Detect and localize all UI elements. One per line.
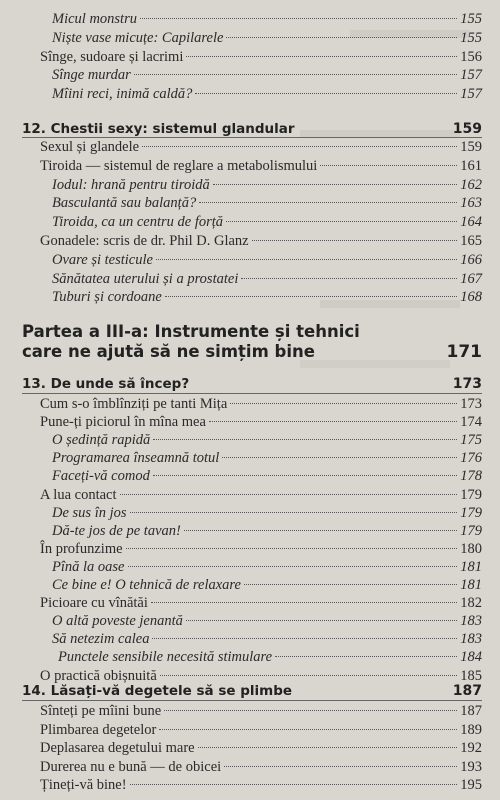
toc-entry-title: A lua contact	[40, 486, 117, 503]
toc-entry-page: 157	[460, 86, 482, 103]
toc-entry-page: 166	[460, 251, 482, 268]
dot-leader	[134, 74, 457, 75]
toc-entry-page: 183	[460, 613, 482, 630]
chapter-13-page: 173	[452, 376, 482, 392]
toc-entry[interactable]	[52, 288, 482, 306]
chapter-12-heading[interactable]	[22, 121, 482, 137]
toc-entry-page: 173	[460, 396, 482, 412]
toc-entry[interactable]	[52, 194, 482, 212]
toc-entry-page: 181	[460, 558, 482, 575]
dot-leader	[128, 566, 458, 567]
toc-entry-title: Sexul și glandele	[40, 139, 140, 155]
toc-entry-title: Pînă la oase	[52, 558, 125, 575]
toc-entry-page: 183	[460, 631, 482, 648]
toc-entry-title: Picioare cu vînătăi	[40, 595, 148, 612]
toc-entry-page: 175	[460, 432, 482, 449]
toc-entry[interactable]	[40, 721, 482, 739]
chapter-14-title: 14. Lăsați-vă degetele să se plimbe	[22, 683, 293, 699]
toc-entry[interactable]	[40, 486, 482, 504]
toc-entry[interactable]	[40, 48, 482, 66]
dot-leader	[156, 259, 457, 260]
dot-leader	[226, 221, 457, 222]
dot-leader	[184, 530, 457, 531]
chapter-13-rule	[22, 393, 482, 394]
toc-entry-title: O ședință rapidă	[52, 432, 151, 449]
toc-entry-title: Ce bine e! O tehnică de relaxare	[52, 577, 241, 593]
toc-entry-page: 155	[460, 11, 482, 27]
toc-entry[interactable]	[40, 739, 482, 757]
toc-entry-title: O altă poveste jenantă	[52, 613, 183, 630]
toc-entry-title: Gonadele: scris de dr. Phil D. Glanz	[40, 233, 249, 249]
toc-entry-page: 189	[460, 721, 482, 738]
toc-entry-title: Tiroida — sistemul de reglare a metabolismului	[40, 157, 318, 174]
toc-entry[interactable]	[52, 612, 482, 630]
toc-entry-page: 179	[460, 522, 482, 539]
toc-entry[interactable]	[52, 213, 482, 231]
dot-leader	[275, 656, 457, 657]
toc-entry[interactable]	[52, 29, 482, 47]
dot-leader	[244, 584, 457, 585]
toc-entry[interactable]	[40, 413, 482, 431]
dot-leader	[160, 675, 457, 676]
toc-entry-title: Cum s-o îmblînziți pe tanti Mița	[40, 396, 228, 412]
toc-entry[interactable]	[52, 504, 482, 522]
dot-leader	[209, 421, 457, 422]
toc-entry[interactable]	[40, 776, 482, 794]
toc-entry-page: 181	[460, 577, 482, 593]
toc-entry[interactable]	[52, 66, 482, 84]
toc-entry-page: 165	[460, 233, 482, 249]
dot-leader	[186, 56, 457, 57]
toc-entry-title: Sînteți pe mîini bune	[40, 703, 162, 719]
part-3-heading[interactable]	[22, 322, 482, 362]
toc-entry[interactable]	[40, 138, 482, 156]
dot-leader	[151, 602, 457, 603]
dot-leader	[222, 457, 457, 458]
chapter-13-heading[interactable]	[22, 376, 482, 392]
toc-entry-page: 159	[460, 139, 482, 155]
dot-leader	[152, 638, 457, 639]
toc-entry-page: 179	[460, 504, 482, 521]
toc-entry-title: Țineți-vă bine!	[40, 777, 127, 793]
toc-entry[interactable]	[52, 85, 482, 103]
toc-entry[interactable]	[52, 558, 482, 576]
dot-leader	[120, 494, 458, 495]
toc-entry-page: 161	[460, 157, 482, 174]
chapter-13-title: 13. De unde să încep?	[22, 376, 190, 392]
toc-entry[interactable]	[40, 667, 482, 685]
dot-leader	[159, 729, 457, 730]
part-3-title-line1: Partea a III-a: Instrumente și tehnici	[22, 322, 360, 341]
dot-leader	[130, 512, 458, 513]
toc-entry-title: Tiroida, ca un centru de forță	[52, 214, 224, 231]
toc-entry[interactable]	[52, 176, 482, 194]
toc-entry-title: Micul monstru	[52, 11, 137, 27]
toc-entry-page: 193	[460, 758, 482, 775]
toc-entry[interactable]	[40, 540, 482, 558]
toc-entry[interactable]	[52, 10, 482, 28]
toc-entry[interactable]	[40, 702, 482, 720]
toc-entry-title: Mîini reci, inimă caldă?	[52, 86, 193, 103]
dot-leader	[126, 548, 458, 549]
toc-entry[interactable]	[52, 467, 482, 485]
dot-leader	[241, 278, 457, 279]
toc-entry[interactable]	[52, 630, 482, 648]
toc-entry-page: 195	[460, 777, 482, 793]
toc-entry-page: 178	[460, 468, 482, 485]
toc-entry-page: 174	[460, 414, 482, 431]
toc-entry-title: Dă-te jos de pe tavan!	[52, 522, 181, 539]
dot-leader	[186, 620, 457, 621]
chapter-14-rule	[22, 700, 482, 701]
toc-entry[interactable]	[40, 232, 482, 250]
chapter-14-page: 187	[452, 683, 482, 699]
toc-entry-title: Durerea nu e bună — de obicei	[40, 758, 222, 775]
toc-entry[interactable]	[40, 157, 482, 175]
toc-entry-title: Sînge murdar	[52, 67, 131, 84]
toc-entry-title: Programarea înseamnă totul	[52, 450, 220, 467]
dot-leader	[320, 165, 457, 166]
toc-entry-page: 156	[460, 48, 482, 65]
toc-entry-title: Niște vase micuțe: Capilarele	[52, 29, 224, 46]
toc-entry-page: 185	[460, 667, 482, 684]
chapter-12-title: 12. Chestii sexy: sistemul glandular	[22, 121, 295, 137]
dot-leader	[142, 146, 457, 147]
dot-leader	[130, 784, 458, 785]
dot-leader	[153, 475, 457, 476]
dot-leader	[153, 439, 457, 440]
toc-entry-title: Sănătatea uterului și a prostatei	[52, 270, 239, 287]
toc-entry[interactable]	[52, 270, 482, 288]
dot-leader	[165, 296, 457, 297]
toc-entry-title: Pune-ți piciorul în mîna mea	[40, 414, 206, 431]
toc-entry[interactable]	[52, 251, 482, 269]
chapter-12-page: 159	[452, 121, 482, 137]
dot-leader	[252, 240, 458, 241]
dot-leader	[224, 766, 457, 767]
dot-leader	[140, 18, 457, 19]
toc-entry-page: 167	[460, 270, 482, 287]
toc-entry-page: 179	[460, 486, 482, 503]
toc-entry-title: Iodul: hrană pentru tiroidă	[52, 176, 210, 193]
dot-leader	[226, 37, 457, 38]
dot-leader	[199, 202, 457, 203]
toc-entry[interactable]	[40, 395, 482, 413]
toc-entry[interactable]	[58, 648, 482, 666]
toc-entry-title: Deplasarea degetului mare	[40, 740, 195, 756]
toc-entry[interactable]	[52, 431, 482, 449]
toc-entry-page: 182	[460, 595, 482, 612]
toc-entry-page: 192	[460, 740, 482, 756]
part-3-page: 171	[446, 342, 482, 362]
toc-entry-title: Punctele sensibile necesită stimulare	[58, 649, 273, 666]
toc-entry-page: 155	[460, 29, 482, 46]
toc-entry-title: Plimbarea degetelor	[40, 721, 157, 738]
toc-entry[interactable]	[52, 576, 482, 594]
toc-entry-title: În profunzime	[40, 540, 123, 557]
toc-entry-page: 187	[460, 703, 482, 719]
dot-leader	[230, 403, 457, 404]
toc-entry[interactable]	[40, 594, 482, 612]
toc-entry[interactable]	[40, 758, 482, 776]
toc-entry-page: 157	[460, 67, 482, 84]
toc-entry-page: 163	[460, 195, 482, 212]
toc-entry-title: Să netezim calea	[52, 631, 150, 648]
toc-entry-title: O practică obișnuită	[40, 667, 157, 684]
toc-entry-title: Sînge, sudoare și lacrimi	[40, 48, 184, 65]
toc-entry-page: 168	[460, 289, 482, 306]
toc-entry-page: 164	[460, 214, 482, 231]
toc-entry-title: Faceți-vă comod	[52, 468, 150, 485]
toc-entry[interactable]	[52, 522, 482, 540]
toc-entry-title: Basculantă sau balanță?	[52, 195, 197, 212]
toc-entry-title: De sus în jos	[52, 504, 127, 521]
toc-entry[interactable]	[52, 449, 482, 467]
toc-entry-page: 176	[460, 450, 482, 467]
toc-entry-page: 162	[460, 176, 482, 193]
dot-leader	[213, 184, 457, 185]
chapter-14-heading[interactable]	[22, 683, 482, 699]
dot-leader	[198, 747, 458, 748]
part-3-title-line2: care ne ajută să ne simțim bine	[22, 342, 315, 361]
dot-leader	[195, 93, 457, 94]
toc-entry-title: Ovare și testicule	[52, 251, 153, 268]
dot-leader	[164, 710, 457, 711]
toc-entry-page: 180	[460, 540, 482, 557]
toc-entry-page: 184	[460, 649, 482, 666]
toc-entry-title: Tuburi și cordoane	[52, 289, 162, 306]
